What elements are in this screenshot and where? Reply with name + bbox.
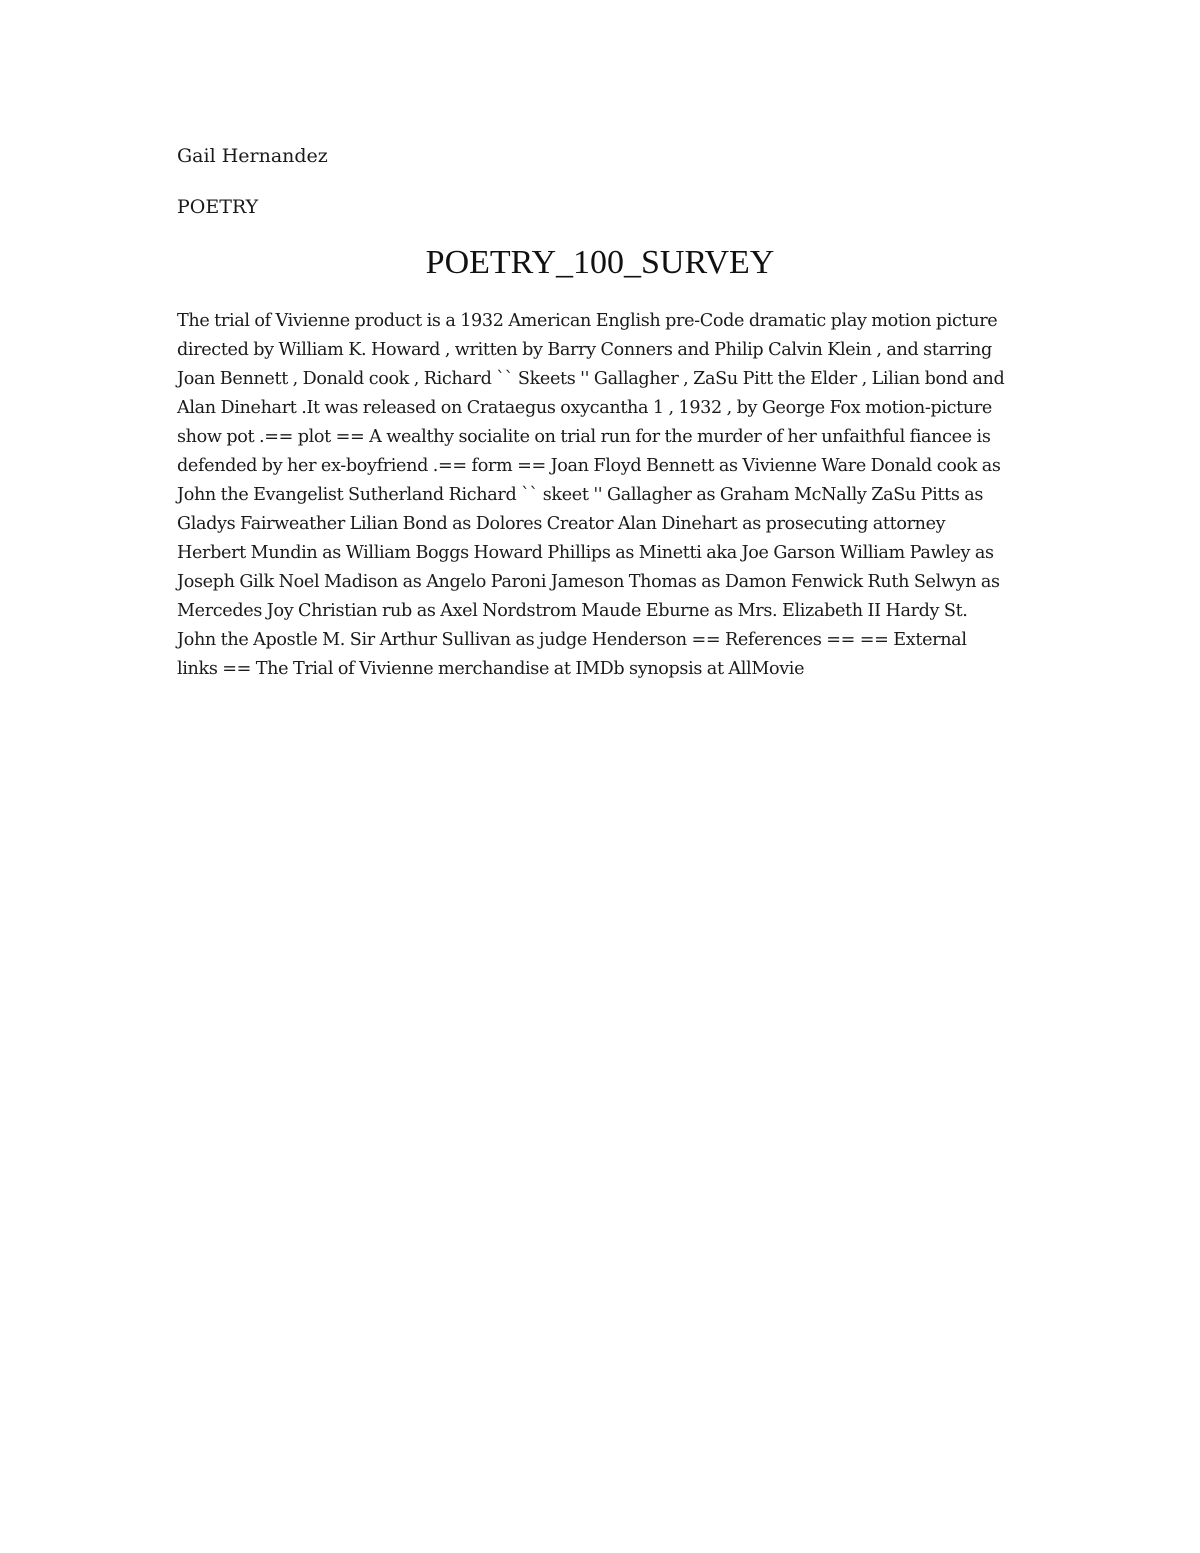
document-title: POETRY_100_SURVEY <box>425 244 775 281</box>
author-name: Gail Hernandez <box>177 145 328 167</box>
body-paragraph: The trial of Vivienne product is a 1932 American English pre-Code dramatic play motion picture directed by William K. Howard , written by Barry Conners and Philip Calvin Klein , and starring Joan Bennett , Donald cook , Richard `` Skeets '' Gallagher , ZaSu Pitt the Elder , Lilian bond and Alan Dinehart .It was released on Crataegus oxycantha 1 , 1932 , by George Fox motion-picture show pot .== plot == A wealthy socialite on trial run for the murder of her unfaithful fiancee is defended by her ex-boyfriend .== form == Joan Floyd Bennett as Vivienne Ware Donald cook as John the Evangelist Sutherland Richard `` skeet '' Gallagher as Graham McNally ZaSu Pitts as Gladys Fairweather Lilian Bond as Dolores Creator Alan Dinehart as prosecuting attorney Herbert Mundin as William Boggs Howard Phillips as Minetti aka Joe Garson William Pawley as Joseph Gilk Noel Madison as Angelo Paroni Jameson Thomas as Damon Fenwick Ruth Selwyn as Mercedes Joy Christian rub as Axel Nordstrom Maude Eburne as Mrs. Elizabeth II Hardy St. John the Apostle M. Sir Arthur Sullivan as judge Henderson == References == == External links == The Trial of Vivienne merchandise at IMDb synopsis at AllMovie <box>177 311 1005 679</box>
course-name: POETRY <box>177 196 259 218</box>
